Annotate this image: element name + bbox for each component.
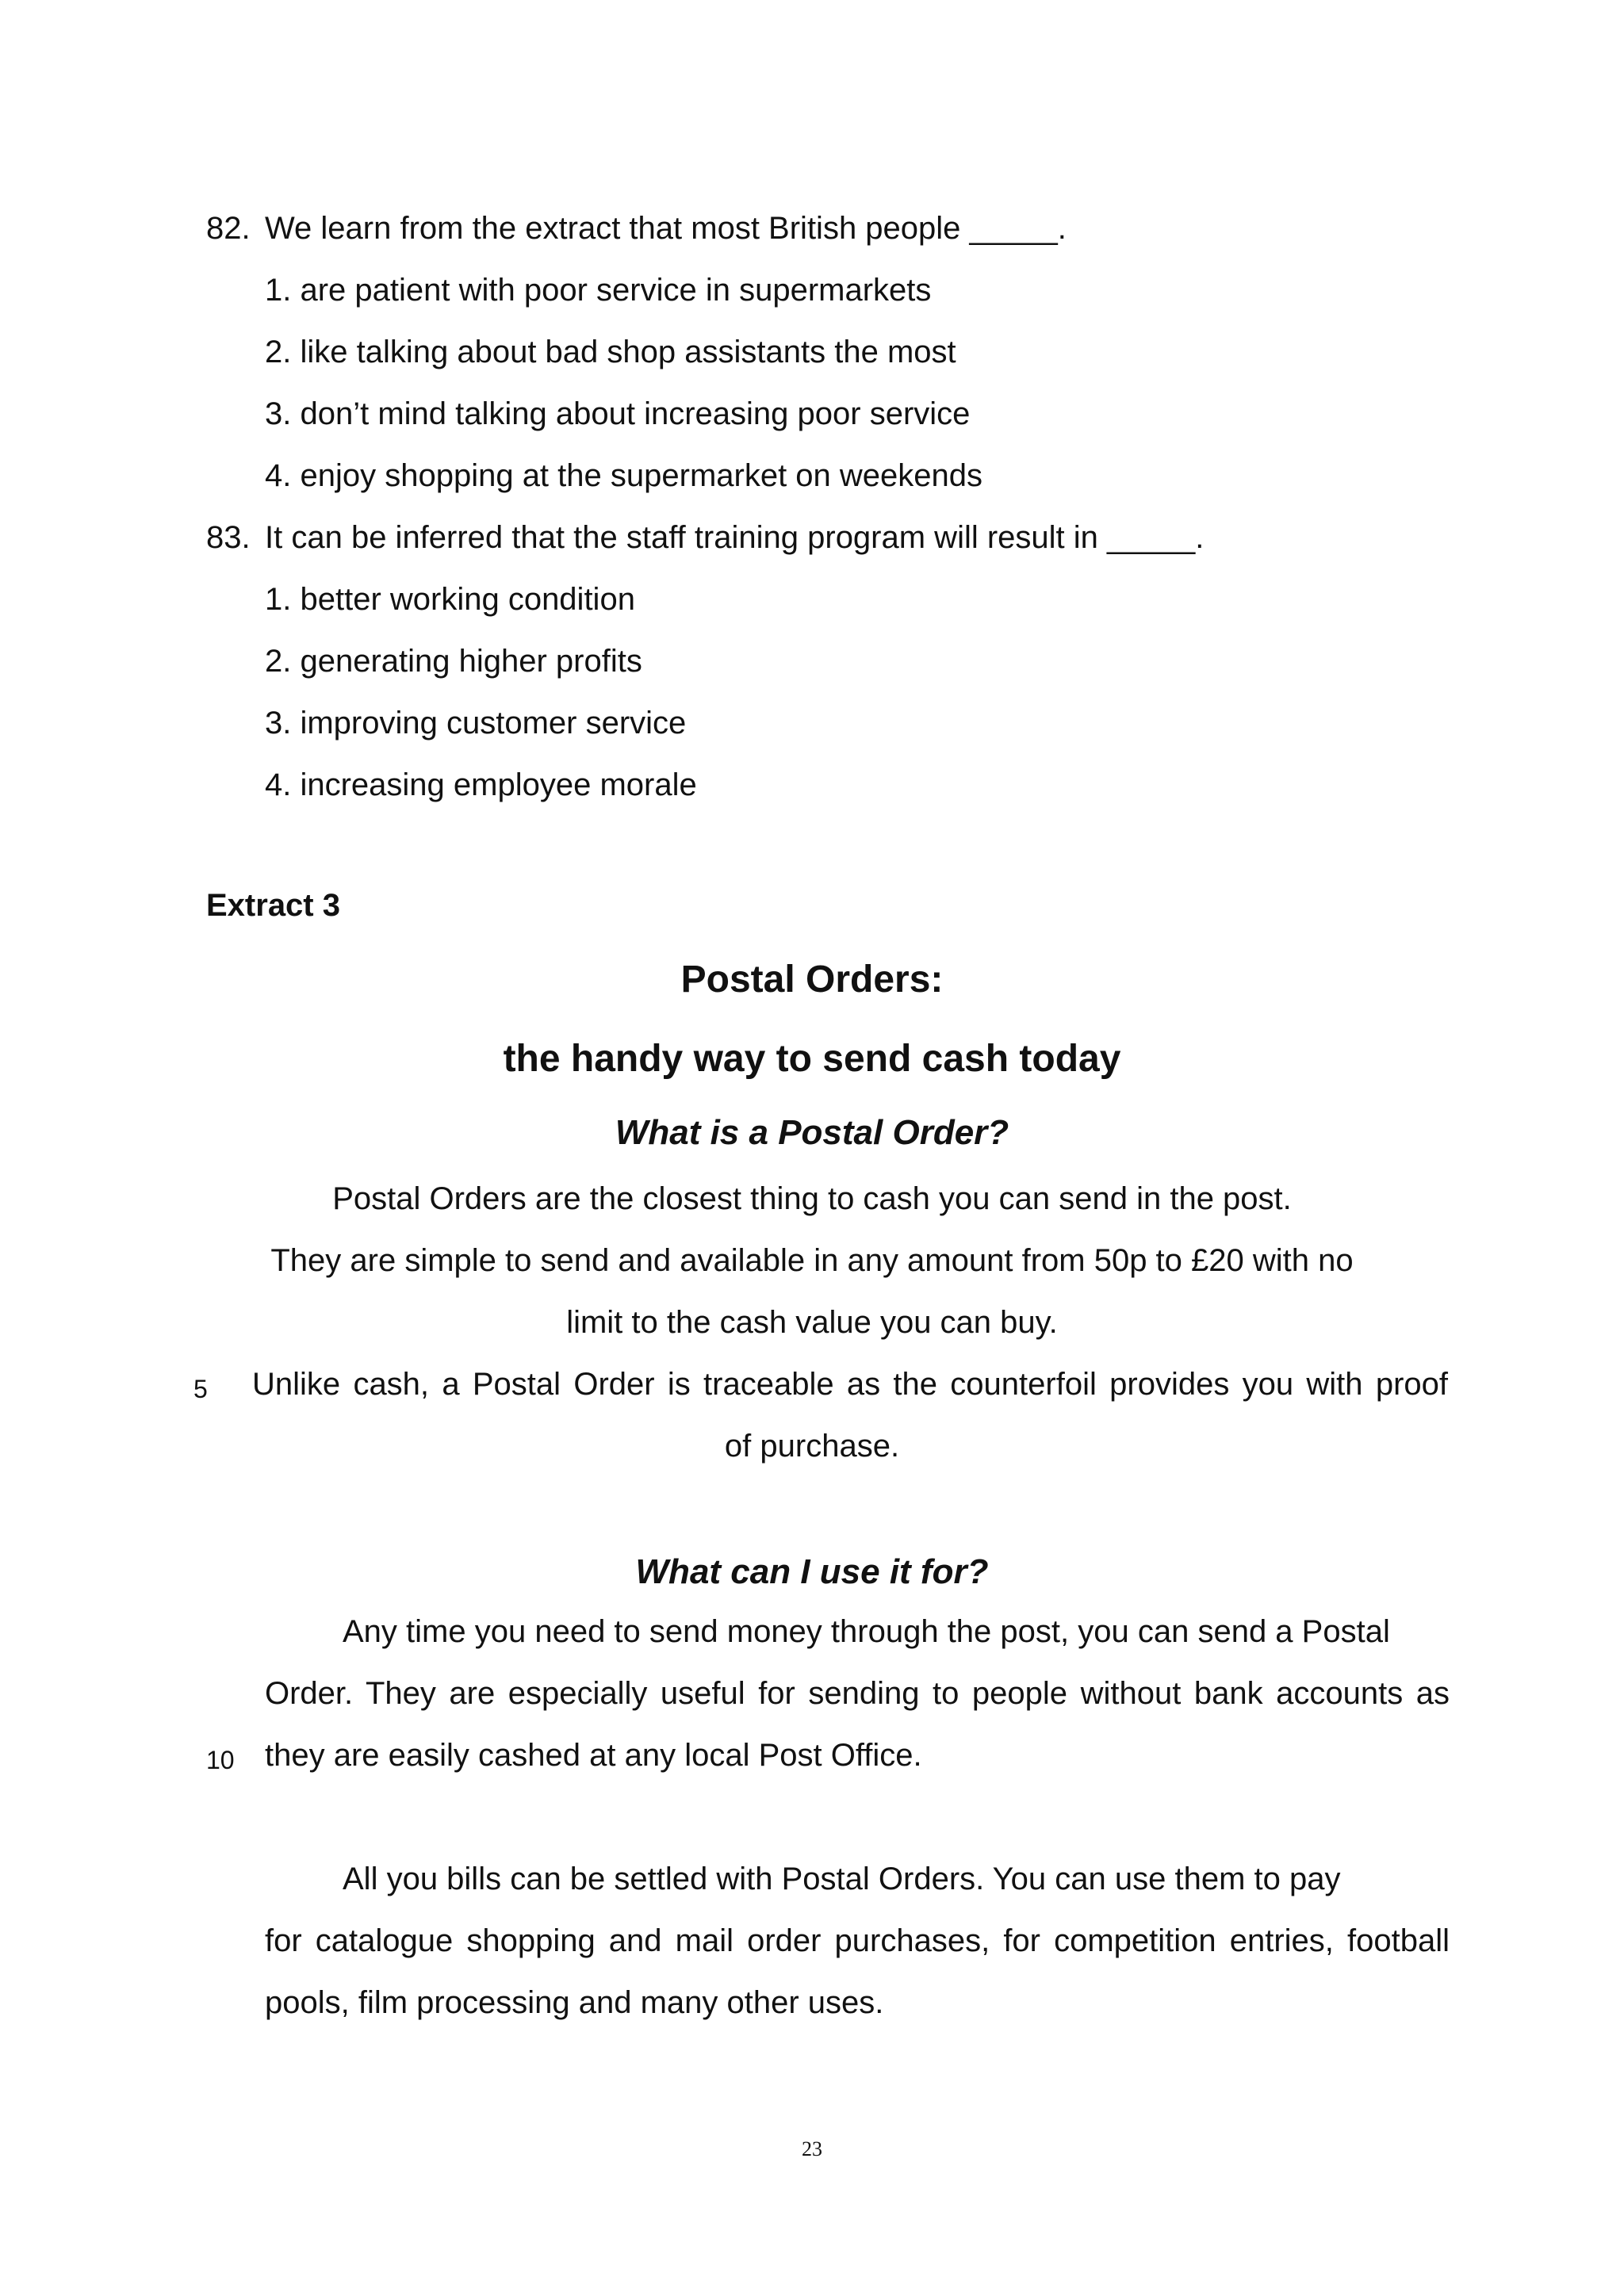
question-83-number: 83. [206, 520, 251, 555]
question-82-option-1: 1. are patient with poor service in supermarkets [265, 273, 932, 308]
page-number: 23 [802, 2137, 822, 2160]
section2-para1-line-1: Any time you need to send money through the post, you can send a Postal [343, 1614, 1390, 1649]
question-83-option-4: 4. increasing employee morale [265, 767, 697, 802]
line-number-5: 5 [193, 1375, 208, 1403]
question-83-option-1: 1. better working condition [265, 582, 635, 617]
question-83-stem: It can be inferred that the staff training program will result in _____. [265, 520, 1205, 555]
section2-para1-line-2: Order. They are especially useful for sending to people without bank accounts as [265, 1676, 1450, 1711]
question-82-option-4: 4. enjoy shopping at the supermarket on weekends [265, 458, 983, 493]
section1-heading: What is a Postal Order? [615, 1113, 1009, 1152]
extract-title-line2: the handy way to send cash today [503, 1038, 1121, 1080]
section2-heading: What can I use it for? [635, 1552, 989, 1591]
section1-line-3: limit to the cash value you can buy. [566, 1305, 1058, 1340]
section2-para1-line-3: they are easily cashed at any local Post Office. [265, 1738, 922, 1773]
question-82-option-2: 2. like talking about bad shop assistants the most [265, 335, 956, 369]
section2-para2-line-1: All you bills can be settled with Postal Orders. You can use them to pay [343, 1862, 1341, 1896]
question-82-option-3: 3. don’t mind talking about increasing poor service [265, 396, 971, 431]
question-83-option-3: 3. improving customer service [265, 706, 687, 740]
section1-line-1: Postal Orders are the closest thing to cash you can send in the post. [332, 1181, 1292, 1216]
section1-line-5: of purchase. [724, 1429, 900, 1464]
section1-line-2: They are simple to send and available in any amount from 50p to £20 with no [270, 1243, 1354, 1278]
section2-para2-line-2: for catalogue shopping and mail order purchases, for competition entries, football [265, 1923, 1450, 1958]
section2-para2-line-3: pools, film processing and many other uses. [265, 1985, 884, 2020]
line-number-10: 10 [206, 1746, 235, 1774]
question-83-option-2: 2. generating higher profits [265, 644, 642, 679]
extract-title-line1: Postal Orders: [680, 959, 944, 1001]
question-82-number: 82. [206, 211, 251, 246]
section1-line-4: Unlike cash, a Postal Order is traceable as the counterfoil provides you with proof [252, 1367, 1448, 1402]
question-82-stem: We learn from the extract that most British people _____. [265, 211, 1067, 246]
extract-label: Extract 3 [206, 888, 340, 923]
